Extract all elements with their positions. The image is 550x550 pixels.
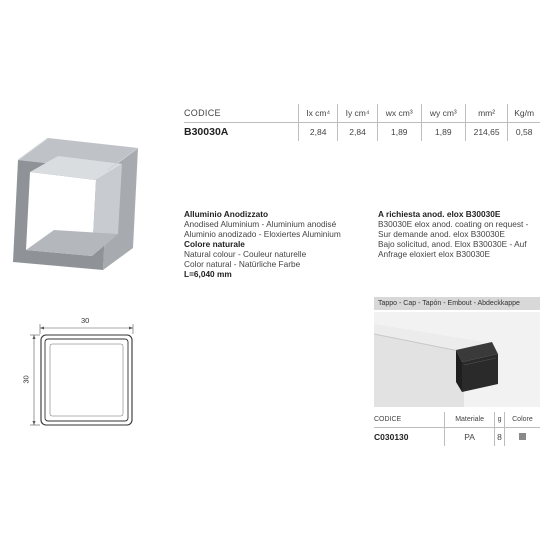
cap-header-row xyxy=(374,412,540,428)
spec-code: B30030A xyxy=(184,126,229,138)
request-line: B30030E elox anod. coating on request - xyxy=(378,219,529,229)
material-line: Anodised Aluminium - Aluminium anodisé xyxy=(184,219,337,229)
material-info xyxy=(184,209,369,279)
spec-header-area: mm² xyxy=(465,104,508,123)
request-line: Sur demande anod. elox B30030E xyxy=(378,229,505,239)
cap-header-code: CODICE xyxy=(374,412,445,428)
spec-wy: 1,89 xyxy=(421,123,465,142)
spec-header-ix: Ix cm⁴ xyxy=(299,104,338,123)
section-drawing xyxy=(28,322,148,432)
cap-data-row xyxy=(374,428,540,447)
colour-line: Natural colour - Couleur naturelle xyxy=(184,249,307,259)
profile-spec-table xyxy=(184,104,540,141)
spec-iy: 2,84 xyxy=(338,123,377,142)
request-line: Bajo solicitud, anod. Elox B30030E - Auf xyxy=(378,239,527,249)
spec-weight: 0,58 xyxy=(508,123,540,142)
height-dimension-label: 30 xyxy=(21,375,31,384)
spec-header-wy: wy cm³ xyxy=(421,104,465,123)
cap-header-colour: Colore xyxy=(504,412,540,428)
cap-table xyxy=(374,412,540,446)
cap-code: C030130 xyxy=(374,432,409,442)
colour-line: Color natural - Natürliche Farbe xyxy=(184,259,301,269)
spec-data-row xyxy=(184,123,540,142)
cap-colour xyxy=(504,428,540,447)
material-line: Aluminio anodizado - Eloxiertes Aluminium xyxy=(184,229,341,239)
cap-illustration xyxy=(374,312,540,407)
spec-header-iy: Iy cm⁴ xyxy=(338,104,377,123)
cap-header-weight: g xyxy=(495,412,505,428)
cap-weight: 8 xyxy=(495,428,505,447)
cap-header-material: Materiale xyxy=(445,412,495,428)
spec-header-weight: Kg/m xyxy=(508,104,540,123)
material-title: Alluminio Anodizzato xyxy=(184,209,269,219)
spec-area: 214,65 xyxy=(465,123,508,142)
spec-header-wx: wx cm³ xyxy=(377,104,421,123)
spec-wx: 1,89 xyxy=(377,123,421,142)
width-dimension-label: 30 xyxy=(81,316,90,325)
profile-3d-illustration xyxy=(8,130,143,290)
request-line: Anfrage eloxiert elox B30030E xyxy=(378,249,491,259)
request-title: A richiesta anod. elox B30030E xyxy=(378,209,501,219)
colour-title: Colore naturale xyxy=(184,239,245,249)
cap-material: PA xyxy=(445,428,495,447)
profile-length: L=6,040 mm xyxy=(184,269,232,279)
cap-photo xyxy=(374,312,540,407)
spec-ix: 2,84 xyxy=(299,123,338,142)
spec-header-code: CODICE xyxy=(184,104,299,123)
cap-section-header: Tappo - Cap - Tapón - Embout - Abdeckkappe xyxy=(374,297,540,310)
request-info xyxy=(378,209,548,259)
spec-header-row xyxy=(184,104,540,123)
colour-swatch xyxy=(519,433,526,440)
